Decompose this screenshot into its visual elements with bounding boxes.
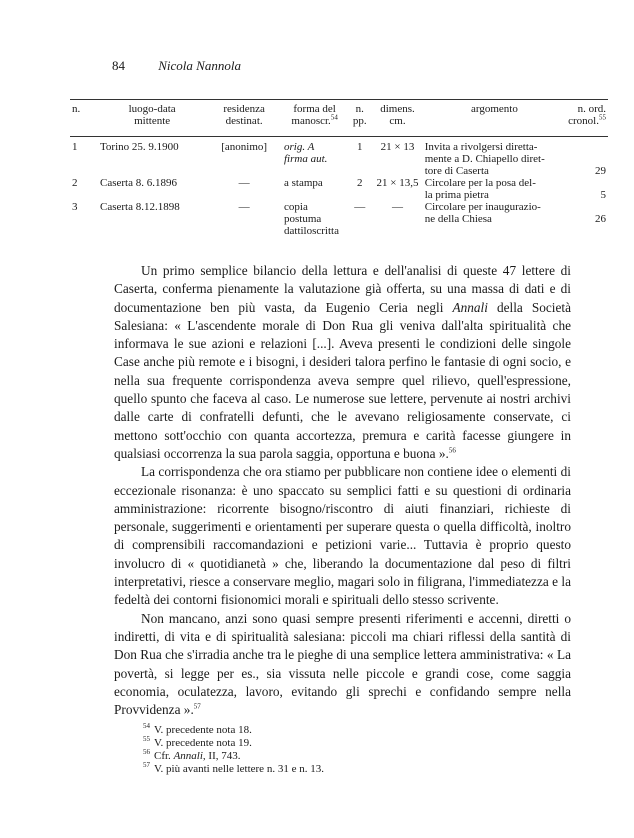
col-header-luogo: luogo-data mittente [128,103,176,127]
cell-ord: 29 [595,165,606,177]
cell-argomento: Circolare per la posa del- la prima pietra [424,177,536,201]
footnote: $^{57}$ V. più avanti nelle lettere n. 31 e n. 13. [143,761,324,775]
paragraph: La corrispondenza che ora stiamo per pubblicare non contiene idee o elementi di eccezionale risonanza: è uno spaccato su semplici fatti e su questioni di ordinaria amministrazione: ricorrente bisogno/riscontro di aiuti finanziari, richieste di personale, suggerimenti e orientamenti per superare questa o quella difficoltà, inoltro di comprensibili raccomandazioni e petizioni varie... Tuttavia è proprio questo involucro di « quotidianetà » che, liberando la documentazione dal peso di filtri interpretativi, riesce a conservare meglio, magari solo in filigrana, l'immediatezza e la fedeltà dei contorni fisionomici morali e spirituali dello stesso scrivente. [114,464,571,608]
cell-forma: copia postuma dattiloscritta [284,201,339,237]
col-header-n: n. [72,103,81,115]
footnote-ref: 56 [448,446,456,455]
cell-luogo: Caserta 8.12.1898 [99,201,180,213]
table-row [70,177,608,201]
table-row [70,201,608,237]
cell-dimens: 21 × 13 [380,141,415,153]
cell-argomento: Invita a rivolgersi diretta- mente a D. Chiapello diret- tore di Caserta [424,141,545,177]
paragraph: Non mancano, anzi sono quasi sempre presenti riferimenti e accenni, diretti o indiretti, di vita e di spiritualità salesiana: piccoli ma chiari riflessi della santità di Don Rua che s'irradia anche tra le pieghe di una semplice lettera amministrativa: « La povertà, si legge per es., sia vissuta nelle piccole e grandi cose, come saggia economia, oculatezza, lavoro, evitando gli sprechi e confidando sempre nella Provvidenza ».$^{57}$ [114,610,571,718]
cell-pp: 1 [356,141,363,153]
col-header-residenza: residenza destinat. [223,103,265,127]
cell-residenza: [anonimo] [221,141,268,153]
cell-ord: 5 [600,189,606,201]
cell-forma: orig. A firma aut. [284,141,328,165]
footnote: $^{54}$ V. precedente nota 18. [143,722,252,736]
table-row [70,141,608,177]
col-header-forma: forma del manoscr.$^{54}$ [291,103,338,127]
cell-n: 3 [72,201,78,213]
body-text [114,262,571,719]
cell-n: 2 [72,177,78,189]
letters-register-table [70,103,608,237]
col-header-pp: n. pp. [352,103,367,127]
running-author: Nicola Nannola [158,58,241,73]
cell-argomento: Circolare per inaugurazio- ne della Chiesa [424,201,541,225]
cell-residenza: — [238,201,250,213]
table-header-row [70,103,608,127]
footnote: $^{55}$ V. precedente nota 19. [143,735,252,749]
cell-pp: — [354,201,366,213]
col-header-dimens: dimens. cm. [380,103,415,127]
col-header-argomento: argomento [470,103,518,115]
cell-pp: 2 [356,177,363,189]
cell-dimens: — [392,201,403,213]
page-number: 84 [112,58,125,73]
running-header [112,58,241,74]
footnote: $^{56}$ Cfr. Annali, II, 743. [143,748,241,762]
cell-ord: 26 [595,213,606,225]
cell-n: 1 [72,141,78,153]
col-header-ord: n. ord. cronol.$^{55}$ [568,103,606,127]
footnotes [143,724,324,776]
cell-luogo: Caserta 8. 6.1896 [99,177,177,189]
table-top-rule [70,99,608,100]
cell-residenza: — [238,177,250,189]
cell-luogo: Torino 25. 9.1900 [99,141,179,153]
cell-dimens: 21 × 13,5 [376,177,419,189]
paragraph: Un primo semplice bilancio della lettura e dell'analisi di queste 47 lettere di Caserta, conferma pienamente la valutazione già offerta, su una massa di dati e di documentazione ben più vasta, da Eugenio Ceria negli Annali della Società Salesiana: « L'ascendente morale di Don Rua gli veniva dall'alta spiritualità che informava le sue azioni e relazioni [...]. Aveva presenti le condizioni delle singole Case anche più remote e i bisogni, i desideri talora perfino le fantasie di ogni socio, e nella sua frequente corrispondenza aveva sempre quel rilievo, quell'espressione, quello spunto che faceva al caso. Le numerose sue lettere, pervenute ai nostri archivi dalle carte di confratelli defunti, che le avevano religiosamente conservate, ci mettono sott'occhio con quanta accortezza, premura e carità facesse giungere in qualsiasi occorrenza la sua parola saggia, opportuna e buona ».$^{56}$ [114,263,571,461]
cell-forma: a stampa [284,177,323,189]
footnote-ref: 57 [193,702,201,711]
